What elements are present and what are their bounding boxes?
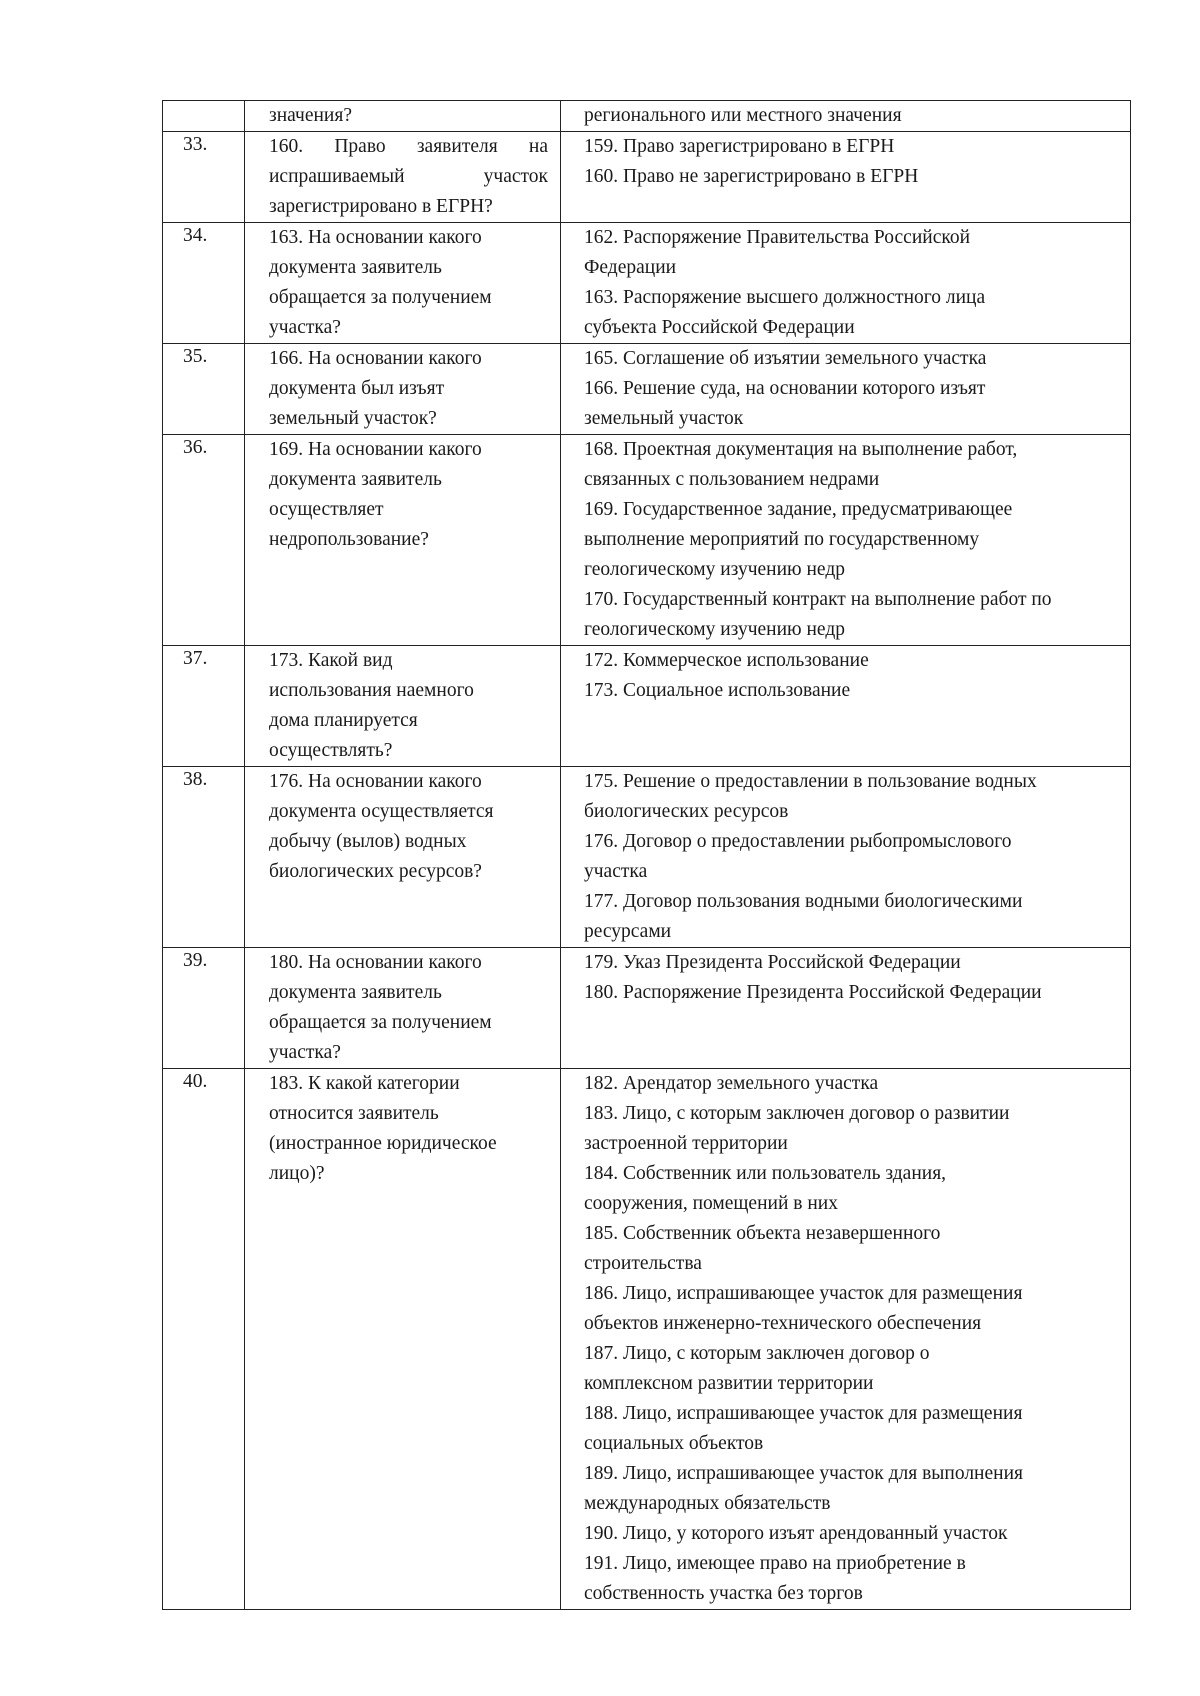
table-body bbox=[163, 101, 1131, 1610]
question-line: испрашиваемый участок bbox=[269, 166, 548, 187]
question-line: зарегистрировано в ЕГРН? bbox=[269, 196, 493, 217]
answer-line: застроенной территории bbox=[584, 1133, 788, 1154]
answer-line: социальных объектов bbox=[584, 1433, 764, 1454]
answers-cell bbox=[561, 948, 1131, 1069]
question-line: недропользование? bbox=[269, 529, 429, 550]
answer-line: 170. Государственный контракт на выполнение работ по bbox=[584, 589, 1052, 610]
question-line: обращается за получением bbox=[269, 1012, 492, 1033]
answer-line: 187. Лицо, с которым заключен договор о bbox=[584, 1343, 930, 1364]
question-line: обращается за получением bbox=[269, 287, 492, 308]
question-line: документа заявитель bbox=[269, 982, 442, 1003]
table-row bbox=[163, 646, 1131, 767]
question-line: лицо)? bbox=[269, 1163, 325, 1184]
answer-line: участка bbox=[584, 861, 648, 882]
question-line: добычу (вылов) водных bbox=[269, 831, 467, 852]
answer-line: 176. Договор о предоставлении рыбопромыслового bbox=[584, 831, 1012, 852]
question-line: относится заявитель bbox=[269, 1103, 439, 1124]
answers-cell bbox=[561, 132, 1131, 223]
question-line: биологических ресурсов? bbox=[269, 861, 482, 882]
question-line: 160. Право заявителя на bbox=[269, 136, 548, 157]
row-number bbox=[163, 101, 245, 132]
answer-line: 185. Собственник объекта незавершенного bbox=[584, 1223, 941, 1244]
row-number: 39. bbox=[163, 948, 245, 1069]
answer-line: 172. Коммерческое использование bbox=[584, 650, 869, 671]
question-cell bbox=[245, 1069, 561, 1610]
answer-line: 188. Лицо, испрашивающее участок для размещения bbox=[584, 1403, 1023, 1424]
row-number: 35. bbox=[163, 344, 245, 435]
question-line: документа был изъят bbox=[269, 378, 445, 399]
question-cell bbox=[245, 767, 561, 948]
question-line: (иностранное юридическое bbox=[269, 1133, 497, 1154]
answer-line: геологическому изучению недр bbox=[584, 619, 845, 640]
question-line: 173. Какой вид bbox=[269, 650, 393, 671]
question-line: 183. К какой категории bbox=[269, 1073, 460, 1094]
question-line: документа осуществляется bbox=[269, 801, 494, 822]
question-line: осуществляет bbox=[269, 499, 384, 520]
answer-line: выполнение мероприятий по государственному bbox=[584, 529, 980, 550]
answers-cell bbox=[561, 646, 1131, 767]
question-cell bbox=[245, 646, 561, 767]
question-line: документа заявитель bbox=[269, 469, 442, 490]
table-row bbox=[163, 767, 1131, 948]
answers-cell bbox=[561, 223, 1131, 344]
question-line: участка? bbox=[269, 1042, 341, 1063]
question-line: документа заявитель bbox=[269, 257, 442, 278]
answer-line: 159. Право зарегистрировано в ЕГРН bbox=[584, 136, 895, 157]
answer-line: 175. Решение о предоставлении в пользование водных bbox=[584, 771, 1037, 792]
answer-line: биологических ресурсов bbox=[584, 801, 789, 822]
answers-cell bbox=[561, 101, 1131, 132]
question-line: осуществлять? bbox=[269, 740, 393, 761]
document-table bbox=[162, 100, 1131, 1610]
answer-line: собственность участка без торгов bbox=[584, 1583, 863, 1604]
row-number: 34. bbox=[163, 223, 245, 344]
answer-line: объектов инженерно-технического обеспечения bbox=[584, 1313, 982, 1334]
answer-line: 186. Лицо, испрашивающее участок для размещения bbox=[584, 1283, 1023, 1304]
answers-cell bbox=[561, 1069, 1131, 1610]
question-line: 176. На основании какого bbox=[269, 771, 482, 792]
answer-line: 160. Право не зарегистрировано в ЕГРН bbox=[584, 166, 919, 187]
answer-line: 190. Лицо, у которого изъят арендованный участок bbox=[584, 1523, 1008, 1544]
question-line: 180. На основании какого bbox=[269, 952, 482, 973]
table-row bbox=[163, 132, 1131, 223]
answers-cell bbox=[561, 344, 1131, 435]
question-cell bbox=[245, 132, 561, 223]
answer-line: 184. Собственник или пользователь здания, bbox=[584, 1163, 947, 1184]
answer-line: комплексном развитии территории bbox=[584, 1373, 874, 1394]
question-line: земельный участок? bbox=[269, 408, 437, 429]
answers-cell bbox=[561, 767, 1131, 948]
question-line: 166. На основании какого bbox=[269, 348, 482, 369]
question-line: 169. На основании какого bbox=[269, 439, 482, 460]
answers-cell bbox=[561, 435, 1131, 646]
answer-line: геологическому изучению недр bbox=[584, 559, 845, 580]
question-cell bbox=[245, 344, 561, 435]
answer-line: 168. Проектная документация на выполнение работ, bbox=[584, 439, 1018, 460]
question-cell bbox=[245, 435, 561, 646]
answer-line: земельный участок bbox=[584, 408, 744, 429]
answer-line: 189. Лицо, испрашивающее участок для выполнения bbox=[584, 1463, 1023, 1484]
row-number: 37. bbox=[163, 646, 245, 767]
table-row bbox=[163, 344, 1131, 435]
answer-line: 177. Договор пользования водными биологическими bbox=[584, 891, 1023, 912]
answer-line: 165. Соглашение об изъятии земельного участка bbox=[584, 348, 987, 369]
table-row bbox=[163, 101, 1131, 132]
question-line: 163. На основании какого bbox=[269, 227, 482, 248]
answer-line: субъекта Российской Федерации bbox=[584, 317, 855, 338]
answer-line: регионального или местного значения bbox=[584, 105, 902, 126]
table-row bbox=[163, 435, 1131, 646]
row-number: 40. bbox=[163, 1069, 245, 1610]
table-row bbox=[163, 948, 1131, 1069]
question-line: участка? bbox=[269, 317, 341, 338]
table-row bbox=[163, 1069, 1131, 1610]
answer-line: международных обязательств bbox=[584, 1493, 831, 1514]
answer-line: 183. Лицо, с которым заключен договор о развитии bbox=[584, 1103, 1010, 1124]
answer-line: 179. Указ Президента Российской Федерации bbox=[584, 952, 961, 973]
answer-line: 166. Решение суда, на основании которого изъят bbox=[584, 378, 986, 399]
question-line: дома планируется bbox=[269, 710, 418, 731]
question-cell bbox=[245, 948, 561, 1069]
question-line: использования наемного bbox=[269, 680, 474, 701]
answer-line: 162. Распоряжение Правительства Российской bbox=[584, 227, 971, 248]
question-cell bbox=[245, 223, 561, 344]
question-cell bbox=[245, 101, 561, 132]
answer-line: 169. Государственное задание, предусматривающее bbox=[584, 499, 1013, 520]
answer-line: Федерации bbox=[584, 257, 677, 278]
answer-line: ресурсами bbox=[584, 921, 672, 942]
answer-line: 180. Распоряжение Президента Российской Федерации bbox=[584, 982, 1042, 1003]
answer-line: строительства bbox=[584, 1253, 702, 1274]
answer-line: сооружения, помещений в них bbox=[584, 1193, 838, 1214]
answer-line: 182. Арендатор земельного участка bbox=[584, 1073, 879, 1094]
answer-line: 173. Социальное использование bbox=[584, 680, 851, 701]
answer-line: 163. Распоряжение высшего должностного лица bbox=[584, 287, 986, 308]
answer-line: связанных с пользованием недрами bbox=[584, 469, 880, 490]
table-row bbox=[163, 223, 1131, 344]
answer-line: 191. Лицо, имеющее право на приобретение в bbox=[584, 1553, 966, 1574]
row-number: 36. bbox=[163, 435, 245, 646]
question-line: значения? bbox=[269, 105, 352, 126]
row-number: 38. bbox=[163, 767, 245, 948]
row-number: 33. bbox=[163, 132, 245, 223]
